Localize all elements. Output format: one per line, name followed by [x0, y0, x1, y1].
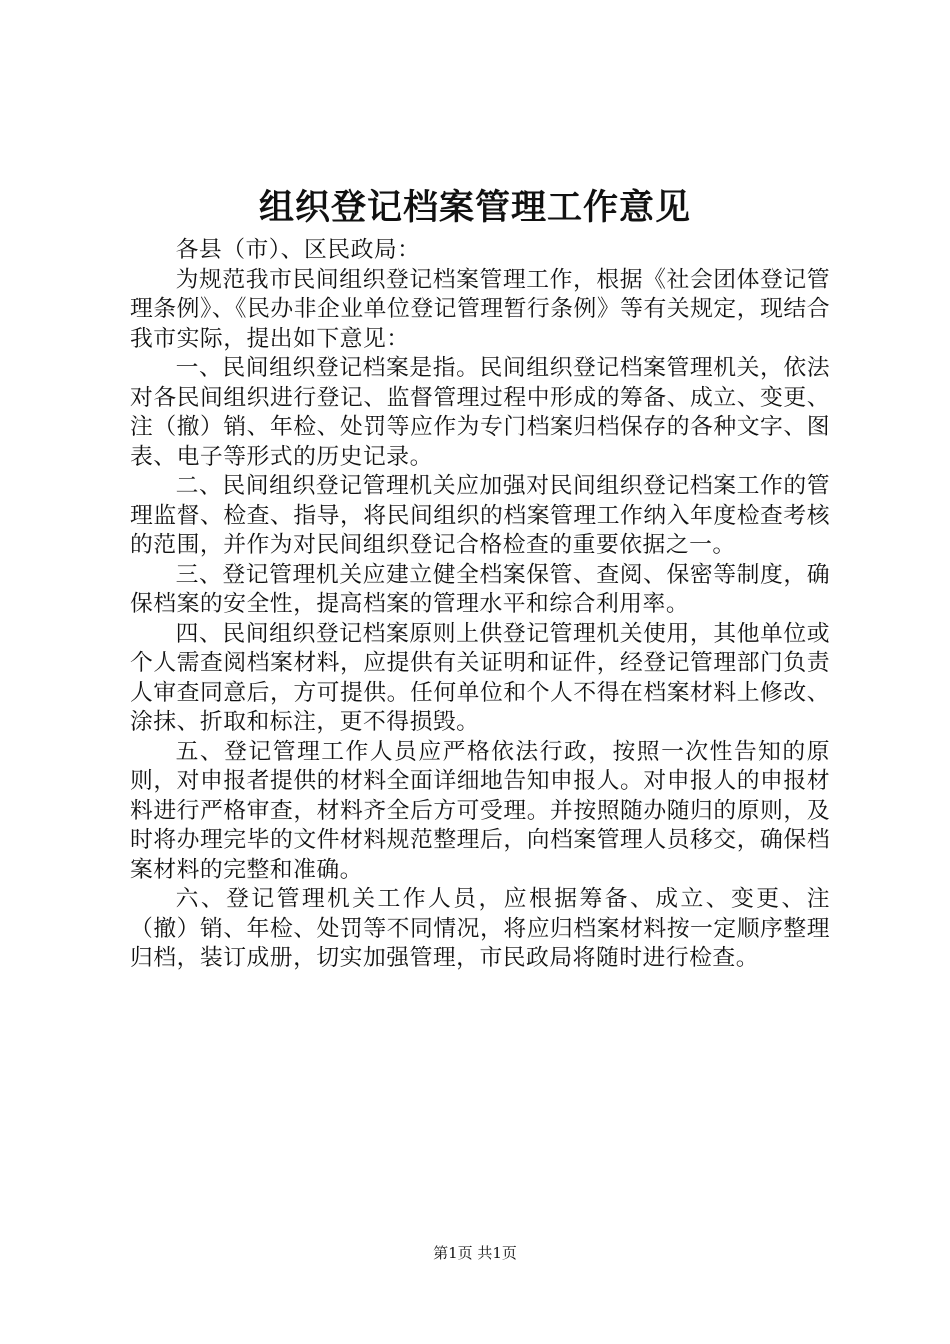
document-body	[130, 236, 830, 974]
paragraph-1: 一、民间组织登记档案是指。民间组织登记档案管理机关，依法对各民间组织进行登记、监督管理过程中形成的筹备、成立、变更、注（撤）销、年检、处罚等应作为专门档案归档保存的各种文字、图表、电子等形式的历史记录。	[130, 355, 830, 470]
paragraph-5: 五、登记管理工作人员应严格依法行政，按照一次性告知的原则，对申报者提供的材料全面详细地告知申报人。对申报人的申报材料进行严格审查，材料齐全后方可受理。并按照随办随归的原则，及时将办理完毕的文件材料规范整理后，向档案管理人员移交，确保档案材料的完整和准确。	[130, 738, 830, 883]
paragraph-intro: 为规范我市民间组织登记档案管理工作，根据《社会团体登记管理条例》、《民办非企业单位登记管理暂行条例》等有关规定，现结合我市实际，提出如下意见：	[130, 266, 830, 352]
page-footer: 第1页 共1页	[433, 1244, 517, 1262]
paragraph-2: 二、民间组织登记管理机关应加强对民间组织登记档案工作的管理监督、检查、指导，将民间组织的档案管理工作纳入年度检查考核的范围，并作为对民间组织登记合格检查的重要依据之一。	[130, 473, 830, 558]
paragraph-6: 六、登记管理机关工作人员，应根据筹备、成立、变更、注（撤）销、年检、处罚等不同情况，将应归档案材料按一定顺序整理归档，装订成册，切实加强管理，市民政局将随时进行检查。	[130, 886, 830, 971]
salutation: 各县（市）、区民政局：	[175, 237, 421, 263]
document-title: 组织登记档案管理工作意见	[258, 188, 691, 228]
paragraph-3: 三、登记管理机关应建立健全档案保管、查阅、保密等制度，确保档案的安全性，提高档案的管理水平和综合利用率。	[130, 561, 830, 617]
paragraph-4: 四、民间组织登记档案原则上供登记管理机关使用，其他单位或个人需查阅档案材料，应提供有关证明和证件，经登记管理部门负责人审查同意后，方可提供。任何单位和个人不得在档案材料上修改、涂抹、折取和标注，更不得损毁。	[130, 620, 830, 735]
